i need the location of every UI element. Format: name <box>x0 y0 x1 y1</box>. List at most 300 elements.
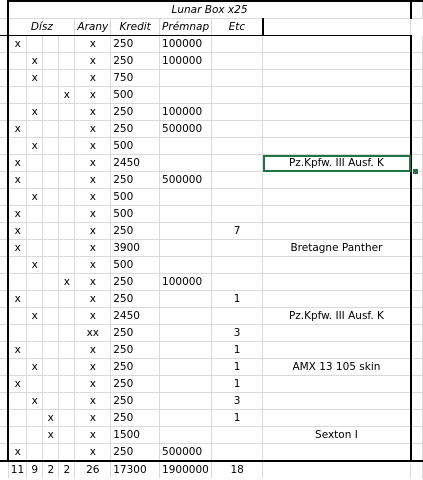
cell[interactable] <box>263 87 411 104</box>
cell[interactable] <box>263 121 411 138</box>
cell[interactable] <box>27 325 43 342</box>
sheet-title[interactable]: Lunar Box x25 <box>8 1 410 19</box>
cell[interactable]: x <box>8 206 26 223</box>
cell[interactable]: 3 <box>212 325 263 342</box>
cell[interactable] <box>263 325 411 342</box>
cell[interactable] <box>8 274 26 291</box>
header-disz[interactable]: Dísz <box>8 19 75 36</box>
cell[interactable] <box>43 393 59 410</box>
cell[interactable] <box>27 342 43 359</box>
cell[interactable]: x <box>75 240 111 257</box>
cell[interactable] <box>0 19 8 36</box>
cell[interactable] <box>411 376 423 393</box>
cell[interactable] <box>43 121 59 138</box>
cell[interactable]: x <box>27 53 43 70</box>
cell[interactable] <box>43 291 59 308</box>
cell[interactable] <box>0 342 8 359</box>
cell[interactable]: x <box>8 172 26 189</box>
cell[interactable] <box>160 376 212 393</box>
cell[interactable] <box>43 240 59 257</box>
cell[interactable] <box>59 104 75 121</box>
cell[interactable] <box>59 342 75 359</box>
cell[interactable] <box>160 240 212 257</box>
cell[interactable]: x <box>75 223 111 240</box>
cell[interactable] <box>263 342 411 359</box>
cell[interactable] <box>160 223 212 240</box>
cell[interactable] <box>0 36 8 53</box>
cell[interactable] <box>263 206 411 223</box>
cell[interactable] <box>0 410 8 427</box>
cell[interactable] <box>160 155 212 172</box>
cell[interactable] <box>43 342 59 359</box>
cell[interactable] <box>27 410 43 427</box>
cell[interactable] <box>27 291 43 308</box>
cell[interactable] <box>59 393 75 410</box>
cell[interactable]: 500 <box>111 257 160 274</box>
cell[interactable]: 100000 <box>160 36 212 53</box>
cell[interactable] <box>8 308 26 325</box>
cell[interactable] <box>411 1 423 19</box>
cell[interactable]: 500000 <box>160 444 212 462</box>
cell[interactable]: 250 <box>111 410 160 427</box>
cell[interactable] <box>411 461 423 478</box>
cell[interactable] <box>27 427 43 444</box>
cell[interactable] <box>263 410 411 427</box>
cell[interactable]: 17300 <box>111 461 160 478</box>
cell[interactable] <box>8 70 26 87</box>
cell[interactable] <box>43 172 59 189</box>
cell[interactable] <box>160 291 212 308</box>
cell[interactable] <box>0 53 8 70</box>
cell[interactable]: 500 <box>111 206 160 223</box>
cell[interactable]: x <box>75 410 111 427</box>
cell[interactable] <box>0 138 8 155</box>
cell[interactable] <box>212 36 263 53</box>
cell[interactable]: 250 <box>111 223 160 240</box>
cell[interactable] <box>59 325 75 342</box>
cell[interactable] <box>0 291 8 308</box>
cell[interactable] <box>8 410 26 427</box>
cell[interactable] <box>212 274 263 291</box>
cell[interactable]: x <box>75 206 111 223</box>
cell[interactable] <box>0 1 8 19</box>
cell[interactable]: 11 <box>8 461 26 478</box>
cell[interactable] <box>411 189 423 206</box>
cell[interactable] <box>27 121 43 138</box>
cell[interactable] <box>8 53 26 70</box>
cell[interactable]: x <box>27 257 43 274</box>
cell[interactable]: x <box>27 104 43 121</box>
cell[interactable]: xx <box>75 325 111 342</box>
cell[interactable] <box>411 104 423 121</box>
cell[interactable] <box>27 444 43 462</box>
cell[interactable] <box>59 138 75 155</box>
cell[interactable] <box>212 121 263 138</box>
cell[interactable] <box>8 393 26 410</box>
cell[interactable] <box>263 36 411 53</box>
cell[interactable]: 18 <box>212 461 263 478</box>
cell[interactable] <box>411 240 423 257</box>
cell[interactable]: 250 <box>111 274 160 291</box>
cell[interactable] <box>411 427 423 444</box>
cell[interactable] <box>0 393 8 410</box>
cell[interactable] <box>160 206 212 223</box>
cell[interactable] <box>160 138 212 155</box>
cell[interactable] <box>160 393 212 410</box>
cell[interactable]: 250 <box>111 393 160 410</box>
cell[interactable] <box>263 257 411 274</box>
cell[interactable] <box>263 19 411 36</box>
cell[interactable] <box>411 274 423 291</box>
cell[interactable]: x <box>8 121 26 138</box>
cell[interactable] <box>8 138 26 155</box>
cell[interactable]: x <box>27 359 43 376</box>
table-row <box>0 172 423 189</box>
cell[interactable] <box>59 257 75 274</box>
cell[interactable]: x <box>75 359 111 376</box>
cell[interactable]: 500 <box>111 87 160 104</box>
cell[interactable]: x <box>75 308 111 325</box>
cell[interactable]: x <box>8 342 26 359</box>
table-row <box>0 70 423 87</box>
cell[interactable] <box>411 393 423 410</box>
cell[interactable]: x <box>8 444 26 462</box>
cell[interactable] <box>411 138 423 155</box>
cell[interactable] <box>212 206 263 223</box>
cell[interactable] <box>263 104 411 121</box>
cell[interactable] <box>59 376 75 393</box>
cell[interactable] <box>0 87 8 104</box>
cell[interactable] <box>27 376 43 393</box>
cell[interactable]: x <box>8 240 26 257</box>
cell[interactable] <box>43 376 59 393</box>
cell[interactable] <box>0 427 8 444</box>
cell[interactable] <box>263 291 411 308</box>
cell[interactable] <box>411 444 423 462</box>
cell[interactable] <box>411 206 423 223</box>
cell[interactable]: x <box>75 155 111 172</box>
cell[interactable] <box>27 240 43 257</box>
cell[interactable]: x <box>27 308 43 325</box>
cell[interactable]: x <box>8 291 26 308</box>
cell[interactable] <box>0 155 8 172</box>
cell[interactable]: x <box>75 274 111 291</box>
cell[interactable] <box>212 53 263 70</box>
cell[interactable] <box>0 444 8 462</box>
cell[interactable]: 250 <box>111 444 160 462</box>
cell[interactable] <box>212 104 263 121</box>
cell[interactable] <box>8 427 26 444</box>
cell[interactable]: AMX 13 105 skin <box>263 359 411 376</box>
cell[interactable] <box>160 359 212 376</box>
cell[interactable]: x <box>75 376 111 393</box>
cell[interactable]: x <box>75 104 111 121</box>
cell[interactable]: 250 <box>111 36 160 53</box>
cell[interactable] <box>263 53 411 70</box>
header-premnap[interactable]: Prémnap <box>160 19 212 36</box>
cell[interactable] <box>212 308 263 325</box>
table-row <box>0 223 423 240</box>
cell[interactable]: x <box>75 291 111 308</box>
cell[interactable] <box>8 104 26 121</box>
cell[interactable] <box>43 223 59 240</box>
cell[interactable] <box>263 223 411 240</box>
cell[interactable]: Pz.Kpfw. III Ausf. K <box>263 308 411 325</box>
title-row <box>0 1 423 19</box>
cell[interactable]: 26 <box>75 461 111 478</box>
cell[interactable] <box>160 410 212 427</box>
table-row <box>0 427 423 444</box>
cell[interactable] <box>0 121 8 138</box>
cell[interactable] <box>0 70 8 87</box>
cell[interactable]: x <box>75 172 111 189</box>
cell[interactable]: x <box>59 87 75 104</box>
cell[interactable]: 3900 <box>111 240 160 257</box>
cell[interactable]: 500 <box>111 189 160 206</box>
cell[interactable] <box>59 172 75 189</box>
cell[interactable] <box>411 410 423 427</box>
cell[interactable] <box>212 257 263 274</box>
cell[interactable] <box>411 121 423 138</box>
cell[interactable]: 250 <box>111 359 160 376</box>
cell[interactable]: x <box>27 393 43 410</box>
cell[interactable] <box>263 138 411 155</box>
cell[interactable] <box>0 104 8 121</box>
cell[interactable] <box>411 308 423 325</box>
cell[interactable]: 250 <box>111 376 160 393</box>
cell[interactable] <box>0 461 8 478</box>
cell[interactable] <box>263 274 411 291</box>
cell[interactable]: x <box>75 70 111 87</box>
cell[interactable] <box>43 257 59 274</box>
cell[interactable] <box>212 240 263 257</box>
cell[interactable] <box>43 206 59 223</box>
cell[interactable] <box>27 155 43 172</box>
header-kredit[interactable]: Kredit <box>111 19 160 36</box>
cell[interactable] <box>43 359 59 376</box>
cell[interactable] <box>8 359 26 376</box>
cell[interactable]: x <box>75 427 111 444</box>
cell[interactable]: 500000 <box>160 121 212 138</box>
cell[interactable] <box>59 155 75 172</box>
cell[interactable] <box>212 189 263 206</box>
cell[interactable] <box>411 342 423 359</box>
cell[interactable]: 250 <box>111 172 160 189</box>
cell[interactable] <box>8 189 26 206</box>
cell[interactable] <box>43 155 59 172</box>
cell[interactable]: x <box>75 444 111 462</box>
cell[interactable] <box>59 359 75 376</box>
cell[interactable] <box>212 444 263 462</box>
cell[interactable] <box>263 444 411 462</box>
cell[interactable] <box>27 206 43 223</box>
cell[interactable] <box>59 223 75 240</box>
cell[interactable]: x <box>75 53 111 70</box>
cell[interactable] <box>0 189 8 206</box>
cell[interactable]: 1500 <box>111 427 160 444</box>
fill-handle[interactable] <box>412 168 419 175</box>
cell[interactable] <box>8 87 26 104</box>
cell[interactable] <box>411 325 423 342</box>
cell[interactable]: x <box>43 427 59 444</box>
cell[interactable] <box>43 87 59 104</box>
cell[interactable] <box>27 274 43 291</box>
cell[interactable] <box>160 308 212 325</box>
cell[interactable]: 2450 <box>111 155 160 172</box>
cell[interactable] <box>160 342 212 359</box>
cell[interactable] <box>263 393 411 410</box>
cell[interactable]: x <box>27 70 43 87</box>
cell[interactable] <box>8 325 26 342</box>
cell[interactable]: 500 <box>111 138 160 155</box>
cell[interactable] <box>59 36 75 53</box>
cell[interactable] <box>27 36 43 53</box>
cell[interactable]: 1 <box>212 359 263 376</box>
cell[interactable] <box>212 138 263 155</box>
cell[interactable] <box>0 308 8 325</box>
cell[interactable] <box>212 172 263 189</box>
cell[interactable]: 1 <box>212 410 263 427</box>
cell[interactable] <box>27 87 43 104</box>
cell[interactable] <box>43 53 59 70</box>
cell[interactable]: 2 <box>59 461 75 478</box>
cell[interactable]: x <box>27 138 43 155</box>
cell[interactable] <box>43 104 59 121</box>
cell[interactable] <box>160 87 212 104</box>
cell[interactable]: x <box>75 87 111 104</box>
cell[interactable] <box>0 172 8 189</box>
cell[interactable]: x <box>43 410 59 427</box>
cell[interactable]: 1 <box>212 342 263 359</box>
cell[interactable] <box>263 461 411 478</box>
header-arany[interactable]: Arany <box>75 19 111 36</box>
cell[interactable] <box>27 172 43 189</box>
cell[interactable] <box>411 87 423 104</box>
cell[interactable] <box>27 223 43 240</box>
cell[interactable] <box>43 444 59 462</box>
cell[interactable] <box>160 427 212 444</box>
cell[interactable]: x <box>75 121 111 138</box>
cell[interactable] <box>212 70 263 87</box>
cell[interactable]: x <box>59 274 75 291</box>
cell[interactable]: Sexton I <box>263 427 411 444</box>
cell[interactable]: x <box>27 189 43 206</box>
cell[interactable]: 500000 <box>160 172 212 189</box>
cell[interactable] <box>411 291 423 308</box>
cell[interactable] <box>0 359 8 376</box>
cell[interactable] <box>212 427 263 444</box>
cell[interactable]: 750 <box>111 70 160 87</box>
cell[interactable] <box>0 274 8 291</box>
cell[interactable] <box>59 206 75 223</box>
cell[interactable]: x <box>75 393 111 410</box>
cell[interactable]: 2 <box>43 461 59 478</box>
cell[interactable] <box>212 155 263 172</box>
cell[interactable]: x <box>75 342 111 359</box>
cell[interactable] <box>59 121 75 138</box>
cell[interactable] <box>0 257 8 274</box>
cell[interactable] <box>160 325 212 342</box>
cell[interactable]: x <box>75 138 111 155</box>
cell[interactable]: 1 <box>212 376 263 393</box>
header-etc[interactable]: Etc <box>212 19 263 36</box>
cell[interactable] <box>411 70 423 87</box>
cell[interactable]: 100000 <box>160 104 212 121</box>
cell[interactable] <box>160 257 212 274</box>
cell[interactable]: 3 <box>212 393 263 410</box>
cell[interactable] <box>212 87 263 104</box>
cell[interactable] <box>0 325 8 342</box>
cell[interactable]: x <box>75 189 111 206</box>
cell[interactable] <box>0 206 8 223</box>
cell[interactable]: 1 <box>212 291 263 308</box>
cell[interactable] <box>59 240 75 257</box>
cell[interactable]: 250 <box>111 291 160 308</box>
cell[interactable] <box>43 308 59 325</box>
cell[interactable] <box>263 189 411 206</box>
cell[interactable]: 250 <box>111 342 160 359</box>
cell[interactable]: 250 <box>111 104 160 121</box>
cell[interactable]: x <box>8 223 26 240</box>
cell[interactable]: x <box>8 36 26 53</box>
cell[interactable]: 9 <box>27 461 43 478</box>
cell[interactable]: 250 <box>111 121 160 138</box>
cell[interactable] <box>59 291 75 308</box>
cell[interactable] <box>411 257 423 274</box>
cell[interactable] <box>59 444 75 462</box>
cell[interactable] <box>59 427 75 444</box>
cell[interactable] <box>43 189 59 206</box>
cell[interactable]: Bretagne Panther <box>263 240 411 257</box>
cell[interactable] <box>411 223 423 240</box>
cell[interactable] <box>0 240 8 257</box>
cell[interactable] <box>411 53 423 70</box>
cell[interactable] <box>43 274 59 291</box>
cell[interactable] <box>43 138 59 155</box>
cell[interactable] <box>160 70 212 87</box>
cell[interactable]: 1900000 <box>160 461 212 478</box>
cell[interactable] <box>0 223 8 240</box>
cell[interactable]: x <box>8 376 26 393</box>
cell[interactable]: 250 <box>111 53 160 70</box>
cell[interactable] <box>43 36 59 53</box>
cell[interactable] <box>160 189 212 206</box>
cell[interactable] <box>263 70 411 87</box>
cell[interactable]: 7 <box>212 223 263 240</box>
cell[interactable]: x <box>8 155 26 172</box>
cell[interactable]: x <box>75 36 111 53</box>
cell[interactable] <box>59 70 75 87</box>
cell[interactable] <box>263 376 411 393</box>
cell[interactable]: Pz.Kpfw. III Ausf. K <box>263 155 411 172</box>
cell[interactable] <box>411 36 423 53</box>
cell[interactable] <box>59 410 75 427</box>
cell[interactable] <box>59 189 75 206</box>
cell[interactable] <box>0 376 8 393</box>
cell[interactable] <box>8 257 26 274</box>
cell[interactable]: 2450 <box>111 308 160 325</box>
cell[interactable]: 100000 <box>160 274 212 291</box>
cell[interactable] <box>59 308 75 325</box>
cell[interactable]: x <box>75 257 111 274</box>
cell[interactable]: 250 <box>111 325 160 342</box>
cell[interactable] <box>411 359 423 376</box>
cell[interactable] <box>43 325 59 342</box>
cell[interactable]: 100000 <box>160 53 212 70</box>
cell[interactable] <box>263 172 411 189</box>
cell[interactable] <box>59 53 75 70</box>
cell[interactable] <box>43 70 59 87</box>
